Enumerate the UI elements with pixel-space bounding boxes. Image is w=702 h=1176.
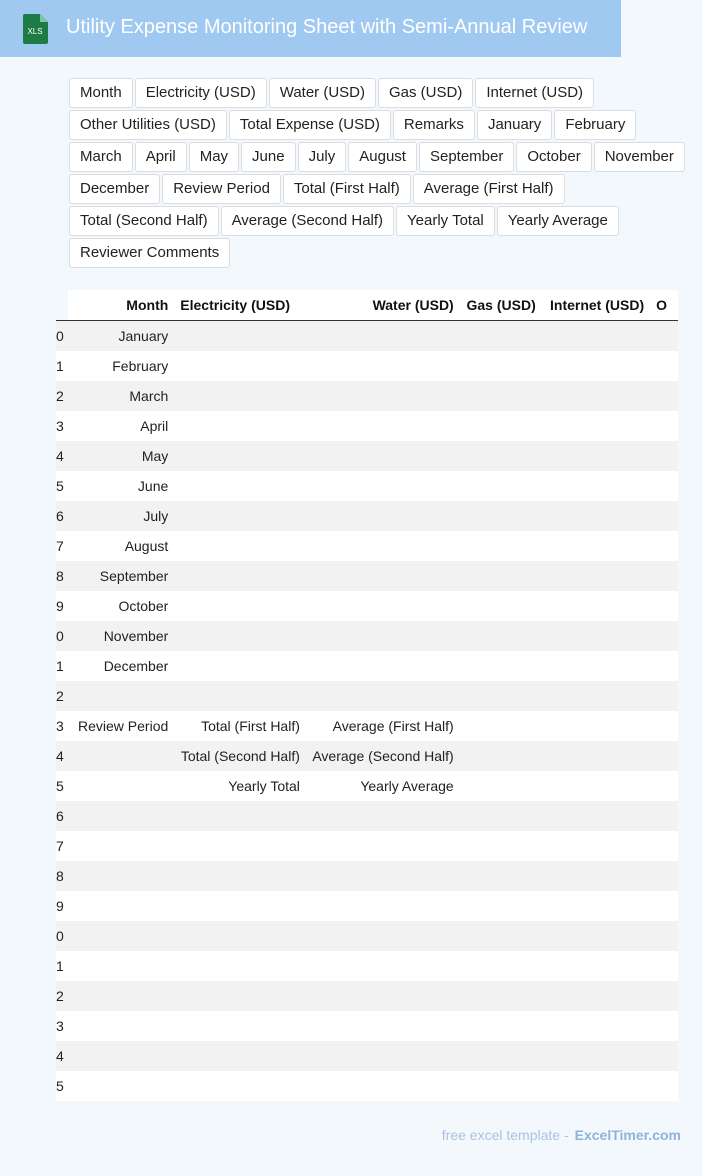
- column-chip[interactable]: Yearly Average: [497, 206, 619, 236]
- water-cell[interactable]: [306, 411, 460, 441]
- other-cell[interactable]: [650, 531, 678, 561]
- electricity-cell[interactable]: [174, 1071, 306, 1101]
- month-cell[interactable]: [70, 1071, 174, 1101]
- other-cell[interactable]: [650, 381, 678, 411]
- header-bar: [0, 0, 621, 57]
- row-index[interactable]: 3: [56, 711, 70, 741]
- electricity-cell[interactable]: [174, 891, 306, 921]
- table-row: [56, 591, 678, 621]
- table-row: [56, 531, 678, 561]
- row-index[interactable]: 5: [56, 771, 70, 801]
- internet-cell[interactable]: [542, 621, 650, 651]
- electricity-cell[interactable]: [174, 651, 306, 681]
- row-index[interactable]: 8: [56, 861, 70, 891]
- internet-cell[interactable]: [542, 411, 650, 441]
- gas-cell[interactable]: [460, 471, 542, 501]
- footer-brand-link[interactable]: ExcelTimer.com: [574, 1127, 681, 1143]
- column-chip[interactable]: November: [594, 142, 685, 172]
- column-chip[interactable]: Average (Second Half): [221, 206, 394, 236]
- row-index[interactable]: 3: [56, 1011, 70, 1041]
- column-chip[interactable]: Internet (USD): [475, 78, 594, 108]
- page-title: Utility Expense Monitoring Sheet with Semi-Annual Review: [66, 16, 588, 38]
- row-index[interactable]: 1: [56, 951, 70, 981]
- electricity-cell[interactable]: [174, 501, 306, 531]
- month-cell[interactable]: May: [70, 441, 174, 471]
- row-index[interactable]: 4: [56, 441, 70, 471]
- water-cell[interactable]: [306, 321, 460, 352]
- water-cell[interactable]: [306, 831, 460, 861]
- month-cell[interactable]: [70, 741, 174, 771]
- gas-cell[interactable]: [460, 1071, 542, 1101]
- water-cell[interactable]: Yearly Average: [306, 771, 460, 801]
- row-index[interactable]: 0: [56, 921, 70, 951]
- electricity-cell[interactable]: [174, 801, 306, 831]
- row-index[interactable]: 6: [56, 801, 70, 831]
- column-chip[interactable]: Average (First Half): [413, 174, 565, 204]
- gas-cell[interactable]: [460, 771, 542, 801]
- month-cell[interactable]: [70, 1011, 174, 1041]
- water-cell[interactable]: [306, 681, 460, 711]
- internet-cell[interactable]: [542, 1071, 650, 1101]
- row-index[interactable]: 7: [56, 531, 70, 561]
- water-cell[interactable]: [306, 591, 460, 621]
- column-chip[interactable]: February: [554, 110, 636, 140]
- internet-cell[interactable]: [542, 831, 650, 861]
- gas-cell[interactable]: [460, 651, 542, 681]
- column-chip[interactable]: April: [135, 142, 187, 172]
- water-cell[interactable]: [306, 981, 460, 1011]
- row-index[interactable]: 7: [56, 831, 70, 861]
- row-index[interactable]: 6: [56, 501, 70, 531]
- other-cell[interactable]: [650, 321, 678, 352]
- gas-cell[interactable]: [460, 861, 542, 891]
- svg-text:XLS: XLS: [27, 27, 43, 36]
- other-cell[interactable]: [650, 1041, 678, 1071]
- month-cell[interactable]: August: [70, 531, 174, 561]
- month-cell[interactable]: Review Period: [70, 711, 174, 741]
- electricity-cell[interactable]: [174, 861, 306, 891]
- gas-cell[interactable]: [460, 711, 542, 741]
- column-chip[interactable]: March: [69, 142, 133, 172]
- row-index[interactable]: 0: [56, 621, 70, 651]
- internet-cell[interactable]: [542, 681, 650, 711]
- row-index[interactable]: 3: [56, 411, 70, 441]
- electricity-cell[interactable]: Yearly Total: [174, 771, 306, 801]
- table-row: [56, 951, 678, 981]
- internet-cell[interactable]: [542, 771, 650, 801]
- column-chip[interactable]: October: [516, 142, 591, 172]
- internet-cell[interactable]: [542, 891, 650, 921]
- month-cell[interactable]: [70, 951, 174, 981]
- internet-cell[interactable]: [542, 981, 650, 1011]
- other-cell[interactable]: [650, 501, 678, 531]
- month-cell[interactable]: [70, 771, 174, 801]
- column-chip[interactable]: Total Expense (USD): [229, 110, 391, 140]
- column-header: Month: [70, 290, 174, 321]
- row-index[interactable]: 5: [56, 1071, 70, 1101]
- other-cell[interactable]: [650, 711, 678, 741]
- water-cell[interactable]: [306, 441, 460, 471]
- gas-cell[interactable]: [460, 531, 542, 561]
- internet-cell[interactable]: [542, 531, 650, 561]
- internet-cell[interactable]: [542, 741, 650, 771]
- other-cell[interactable]: [650, 771, 678, 801]
- gas-cell[interactable]: [460, 891, 542, 921]
- gas-cell[interactable]: [460, 1041, 542, 1071]
- other-cell[interactable]: [650, 621, 678, 651]
- column-chip[interactable]: December: [69, 174, 160, 204]
- electricity-cell[interactable]: [174, 441, 306, 471]
- month-cell[interactable]: October: [70, 591, 174, 621]
- table-row: [56, 561, 678, 591]
- table-row: [56, 1071, 678, 1101]
- water-cell[interactable]: [306, 381, 460, 411]
- gas-cell[interactable]: [460, 321, 542, 352]
- other-cell[interactable]: [650, 831, 678, 861]
- table-row: [56, 411, 678, 441]
- electricity-cell[interactable]: [174, 831, 306, 861]
- water-cell[interactable]: [306, 1011, 460, 1041]
- other-cell[interactable]: [650, 411, 678, 441]
- column-header: [56, 290, 70, 321]
- other-cell[interactable]: [650, 351, 678, 381]
- footer-credit: [442, 1127, 681, 1143]
- electricity-cell[interactable]: [174, 351, 306, 381]
- internet-cell[interactable]: [542, 591, 650, 621]
- other-cell[interactable]: [650, 981, 678, 1011]
- internet-cell[interactable]: [542, 501, 650, 531]
- gas-cell[interactable]: [460, 1011, 542, 1041]
- month-cell[interactable]: December: [70, 651, 174, 681]
- row-index[interactable]: 2: [56, 381, 70, 411]
- internet-cell[interactable]: [542, 561, 650, 591]
- spreadsheet-preview: [56, 290, 678, 1101]
- other-cell[interactable]: [650, 921, 678, 951]
- column-chip[interactable]: Month: [69, 78, 133, 108]
- table-row: [56, 471, 678, 501]
- electricity-cell[interactable]: [174, 411, 306, 441]
- other-cell[interactable]: [650, 951, 678, 981]
- column-chip[interactable]: June: [241, 142, 296, 172]
- month-cell[interactable]: January: [70, 321, 174, 352]
- internet-cell[interactable]: [542, 351, 650, 381]
- table-row: [56, 741, 678, 771]
- other-cell[interactable]: [650, 1071, 678, 1101]
- row-index[interactable]: 2: [56, 981, 70, 1011]
- table-row: [56, 981, 678, 1011]
- other-cell[interactable]: [650, 651, 678, 681]
- month-cell[interactable]: April: [70, 411, 174, 441]
- column-chip[interactable]: Reviewer Comments: [69, 238, 230, 268]
- water-cell[interactable]: Average (First Half): [306, 711, 460, 741]
- gas-cell[interactable]: [460, 411, 542, 441]
- month-cell[interactable]: [70, 831, 174, 861]
- column-header: Gas (USD): [460, 290, 542, 321]
- gas-cell[interactable]: [460, 831, 542, 861]
- table-header-row: [56, 290, 678, 321]
- gas-cell[interactable]: [460, 621, 542, 651]
- gas-cell[interactable]: [460, 981, 542, 1011]
- water-cell[interactable]: [306, 1071, 460, 1101]
- gas-cell[interactable]: [460, 591, 542, 621]
- electricity-cell[interactable]: [174, 1041, 306, 1071]
- electricity-cell[interactable]: [174, 981, 306, 1011]
- month-cell[interactable]: September: [70, 561, 174, 591]
- electricity-cell[interactable]: [174, 921, 306, 951]
- gas-cell[interactable]: [460, 441, 542, 471]
- electricity-cell[interactable]: Total (First Half): [174, 711, 306, 741]
- expense-table: [56, 290, 678, 1101]
- internet-cell[interactable]: [542, 801, 650, 831]
- gas-cell[interactable]: [460, 381, 542, 411]
- column-chip[interactable]: July: [298, 142, 347, 172]
- column-chip[interactable]: May: [189, 142, 239, 172]
- water-cell[interactable]: [306, 1041, 460, 1071]
- table-row: [56, 771, 678, 801]
- other-cell[interactable]: [650, 471, 678, 501]
- column-chip[interactable]: Review Period: [162, 174, 281, 204]
- internet-cell[interactable]: [542, 321, 650, 352]
- water-cell[interactable]: [306, 951, 460, 981]
- month-cell[interactable]: [70, 981, 174, 1011]
- internet-cell[interactable]: [542, 861, 650, 891]
- water-cell[interactable]: [306, 801, 460, 831]
- water-cell[interactable]: [306, 861, 460, 891]
- row-index[interactable]: 5: [56, 471, 70, 501]
- other-cell[interactable]: [650, 441, 678, 471]
- water-cell[interactable]: Average (Second Half): [306, 741, 460, 771]
- internet-cell[interactable]: [542, 1011, 650, 1041]
- internet-cell[interactable]: [542, 651, 650, 681]
- internet-cell[interactable]: [542, 951, 650, 981]
- electricity-cell[interactable]: [174, 561, 306, 591]
- electricity-cell[interactable]: [174, 321, 306, 352]
- electricity-cell[interactable]: [174, 381, 306, 411]
- electricity-cell[interactable]: [174, 531, 306, 561]
- row-index[interactable]: 4: [56, 1041, 70, 1071]
- other-cell[interactable]: [650, 891, 678, 921]
- water-cell[interactable]: [306, 891, 460, 921]
- row-index[interactable]: 2: [56, 681, 70, 711]
- column-chip[interactable]: September: [419, 142, 514, 172]
- gas-cell[interactable]: [460, 741, 542, 771]
- month-cell[interactable]: [70, 1041, 174, 1071]
- other-cell[interactable]: [650, 561, 678, 591]
- row-index[interactable]: 9: [56, 591, 70, 621]
- month-cell[interactable]: [70, 891, 174, 921]
- footer-prefix: free excel template -: [441, 1127, 569, 1143]
- column-header: Water (USD): [306, 290, 460, 321]
- gas-cell[interactable]: [460, 351, 542, 381]
- column-chip[interactable]: Yearly Total: [396, 206, 495, 236]
- other-cell[interactable]: [650, 801, 678, 831]
- water-cell[interactable]: [306, 471, 460, 501]
- table-row: [56, 621, 678, 651]
- table-row: [56, 501, 678, 531]
- electricity-cell[interactable]: [174, 1011, 306, 1041]
- table-row: [56, 891, 678, 921]
- row-index[interactable]: 1: [56, 351, 70, 381]
- column-chip[interactable]: Water (USD): [269, 78, 376, 108]
- table-row: [56, 711, 678, 741]
- xls-file-icon: [22, 14, 48, 44]
- internet-cell[interactable]: [542, 441, 650, 471]
- internet-cell[interactable]: [542, 921, 650, 951]
- other-cell[interactable]: [650, 861, 678, 891]
- electricity-cell[interactable]: [174, 471, 306, 501]
- other-cell[interactable]: [650, 681, 678, 711]
- month-cell[interactable]: [70, 801, 174, 831]
- other-cell[interactable]: [650, 741, 678, 771]
- water-cell[interactable]: [306, 351, 460, 381]
- row-index[interactable]: 1: [56, 651, 70, 681]
- electricity-cell[interactable]: [174, 681, 306, 711]
- table-row: [56, 861, 678, 891]
- column-header: Internet (USD): [542, 290, 650, 321]
- table-row: [56, 681, 678, 711]
- column-chip-list: [69, 78, 699, 270]
- row-index[interactable]: 0: [56, 321, 70, 352]
- month-cell[interactable]: March: [70, 381, 174, 411]
- electricity-cell[interactable]: [174, 951, 306, 981]
- column-chip[interactable]: Remarks: [393, 110, 475, 140]
- other-cell[interactable]: [650, 1011, 678, 1041]
- table-row: [56, 321, 678, 352]
- electricity-cell[interactable]: Total (Second Half): [174, 741, 306, 771]
- column-chip[interactable]: January: [477, 110, 552, 140]
- column-chip[interactable]: Electricity (USD): [135, 78, 267, 108]
- gas-cell[interactable]: [460, 561, 542, 591]
- water-cell[interactable]: [306, 501, 460, 531]
- month-cell[interactable]: July: [70, 501, 174, 531]
- row-index[interactable]: 8: [56, 561, 70, 591]
- table-row: [56, 441, 678, 471]
- month-cell[interactable]: [70, 921, 174, 951]
- water-cell[interactable]: [306, 621, 460, 651]
- column-chip[interactable]: Gas (USD): [378, 78, 473, 108]
- gas-cell[interactable]: [460, 951, 542, 981]
- month-cell[interactable]: November: [70, 621, 174, 651]
- water-cell[interactable]: [306, 561, 460, 591]
- electricity-cell[interactable]: [174, 591, 306, 621]
- water-cell[interactable]: [306, 531, 460, 561]
- internet-cell[interactable]: [542, 381, 650, 411]
- gas-cell[interactable]: [460, 681, 542, 711]
- internet-cell[interactable]: [542, 1041, 650, 1071]
- column-chip[interactable]: Total (First Half): [283, 174, 411, 204]
- table-row: [56, 921, 678, 951]
- table-row: [56, 1011, 678, 1041]
- table-row: [56, 351, 678, 381]
- table-row: [56, 651, 678, 681]
- water-cell[interactable]: [306, 921, 460, 951]
- column-chip[interactable]: Total (Second Half): [69, 206, 219, 236]
- table-row: [56, 381, 678, 411]
- month-cell[interactable]: February: [70, 351, 174, 381]
- table-row: [56, 1041, 678, 1071]
- table-row: [56, 831, 678, 861]
- gas-cell[interactable]: [460, 501, 542, 531]
- column-header: Electricity (USD): [174, 290, 306, 321]
- table-row: [56, 801, 678, 831]
- water-cell[interactable]: [306, 651, 460, 681]
- row-index[interactable]: 4: [56, 741, 70, 771]
- internet-cell[interactable]: [542, 711, 650, 741]
- gas-cell[interactable]: [460, 801, 542, 831]
- internet-cell[interactable]: [542, 471, 650, 501]
- month-cell[interactable]: [70, 681, 174, 711]
- column-header: O: [650, 290, 678, 321]
- column-chip[interactable]: August: [348, 142, 417, 172]
- electricity-cell[interactable]: [174, 621, 306, 651]
- month-cell[interactable]: June: [70, 471, 174, 501]
- gas-cell[interactable]: [460, 921, 542, 951]
- column-chip[interactable]: Other Utilities (USD): [69, 110, 227, 140]
- row-index[interactable]: 9: [56, 891, 70, 921]
- other-cell[interactable]: [650, 591, 678, 621]
- month-cell[interactable]: [70, 861, 174, 891]
